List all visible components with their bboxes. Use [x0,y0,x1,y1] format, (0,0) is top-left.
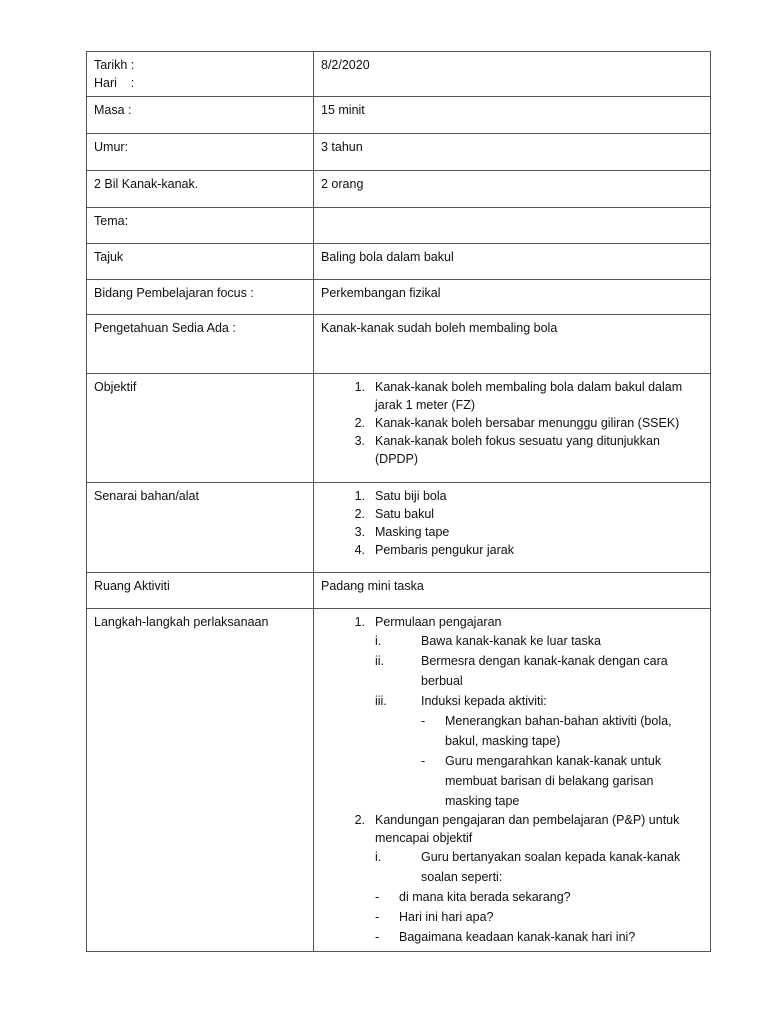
label-cell [87,52,314,97]
dash-list [421,711,703,811]
dash-item [375,927,703,947]
list-number: 2. [354,507,365,521]
bidang-value: Perkembangan fizikal [314,280,711,315]
dash-item [421,751,703,811]
bil-label: 2 Bil Kanak-kanak. [87,171,314,208]
umur-label: Umur: [87,134,314,171]
list-number: 3. [354,525,365,539]
substep-item [375,691,703,811]
dash-mark: - [375,890,380,904]
list-item [343,414,703,432]
step-title: Kandungan pengajaran dan pembelajaran (P&P) untuk mencapai objektif [375,813,680,845]
row-bil [87,171,711,208]
langkah-list [321,613,703,947]
row-ruang [87,573,711,609]
substep-number: ii. [375,654,385,668]
langkah-cell [314,609,711,952]
senarai-list [321,487,703,559]
senarai-label: Senarai bahan/alat [87,483,314,573]
step-item [343,613,703,811]
list-text: Kanak-kanak boleh bersabar menunggu giliran (SSEK) [375,416,680,430]
list-number: 3. [354,434,365,448]
tajuk-value: Baling bola dalam bakul [314,244,711,280]
dash-text: di mana kita berada sekarang? [399,890,571,904]
substep-text: Guru bertanyakan soalan kepada kanak-kanak soalan seperti: [421,850,681,884]
list-number: 4. [354,543,365,557]
substep-list [375,847,703,887]
dash-list [329,887,703,947]
ruang-value: Padang mini taska [314,573,711,609]
row-umur [87,134,711,171]
langkah-label: Langkah-langkah perlaksanaan [87,609,314,952]
dash-item [375,907,703,927]
objektif-label: Objektif [87,374,314,483]
dash-text: Menerangkan bahan-bahan aktiviti (bola, bakul, masking tape) [445,714,672,748]
row-tarikh [87,52,711,97]
row-objektif [87,374,711,483]
objektif-cell [314,374,711,483]
objektif-list [321,378,703,468]
dash-item [421,711,703,751]
list-item [343,541,703,559]
list-text: Satu bakul [375,507,435,521]
bil-value: 2 orang [314,171,711,208]
senarai-cell [314,483,711,573]
tajuk-label: Tajuk [87,244,314,280]
substep-item [375,651,703,691]
list-item [343,487,703,505]
list-number: 1. [354,489,365,503]
row-tajuk [87,244,711,280]
list-text: Satu biji bola [375,489,447,503]
list-item [343,505,703,523]
lesson-plan-table [86,51,711,952]
ruang-label: Ruang Aktiviti [87,573,314,609]
dash-mark: - [421,754,426,768]
substep-text: Induksi kepada aktiviti: [421,694,547,708]
pengetahuan-value: Kanak-kanak sudah boleh membaling bola [314,315,711,374]
hari-label: Hari : [94,76,135,90]
tarikh-label: Tarikh : [94,58,135,72]
masa-label: Masa : [87,97,314,134]
substep-text: Bawa kanak-kanak ke luar taska [421,634,601,648]
step-number: 2. [354,813,365,827]
list-item [343,378,703,414]
list-text: Kanak-kanak boleh membaling bola dalam bakul dalam jarak 1 meter (FZ) [375,380,683,412]
substep-list [375,631,703,811]
list-number: 1. [354,380,365,394]
step-number: 1. [354,615,365,629]
list-text: Kanak-kanak boleh fokus sesuatu yang ditunjukkan (DPDP) [375,434,660,466]
dash-text: Hari ini hari apa? [399,910,494,924]
dash-item [375,887,703,907]
umur-value: 3 tahun [314,134,711,171]
list-item [343,432,703,468]
row-senarai [87,483,711,573]
dash-mark: - [375,930,380,944]
row-bidang [87,280,711,315]
row-pengetahuan [87,315,711,374]
dash-text: Guru mengarahkan kanak-kanak untuk membuat barisan di belakang garisan masking tape [445,754,662,808]
list-number: 2. [354,416,365,430]
dash-text: Bagaimana keadaan kanak-kanak hari ini? [399,930,636,944]
tema-value [314,208,711,244]
tarikh-value: 8/2/2020 [314,52,711,97]
row-langkah [87,609,711,952]
substep-number: i. [375,634,382,648]
substep-number: iii. [375,694,387,708]
substep-number: i. [375,850,382,864]
list-item [343,523,703,541]
tema-label: Tema: [87,208,314,244]
pengetahuan-label: Pengetahuan Sedia Ada : [87,315,314,374]
substep-item [375,847,703,887]
bidang-label: Bidang Pembelajaran focus : [87,280,314,315]
row-tema [87,208,711,244]
masa-value: 15 minit [314,97,711,134]
step-title: Permulaan pengajaran [375,615,502,629]
substep-text: Bermesra dengan kanak-kanak dengan cara berbual [421,654,668,688]
dash-mark: - [375,910,380,924]
step-item [343,811,703,947]
row-masa [87,97,711,134]
dash-mark: - [421,714,426,728]
substep-item [375,631,703,651]
list-text: Masking tape [375,525,450,539]
list-text: Pembaris pengukur jarak [375,543,514,557]
